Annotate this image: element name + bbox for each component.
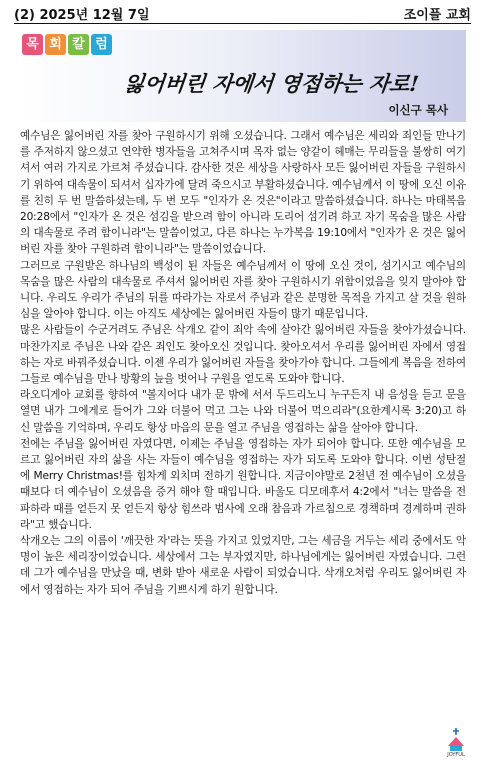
church-logo-icon <box>443 726 469 758</box>
badge-char: 목 <box>22 34 43 55</box>
body-paragraph: 전에는 주님을 잃어버린 자였다면, 이제는 주님을 영접하는 자가 되어야 합니다. 또한 예수님을 모르고 잃어버린 자의 삶을 사는 자들이 예수님을 영접하는 자가 되도록 도와야 합니다. 이번 성탄절에 Merry Christmas!를 힘차게 외치며 전하기 원합니다. 지금이야말로 2천년 전 예수님이 오셨을 때보다 더 예수님이 오셨음을 증거 해야 할 때입니다. 바울도 디모데후서 4:2에서 "너는 말씀을 전파하라 때를 얻든지 못 얻든지 항상 힘쓰라 범사에 오래 참음과 가르침으로 경책하며 경계하며 권하라"고 했습니다. <box>20 437 466 531</box>
badge-char: 회 <box>45 34 66 55</box>
badge-char: 럼 <box>91 34 112 55</box>
body-paragraph: 라오디게아 교회를 향하여 "볼지어다 내가 문 밖에 서서 두드리노니 누구든지 내 음성을 듣고 문을 열면 내가 그에게로 들어가 그와 더불어 먹고 그는 나와 더불어 먹으리라"(요한계시록 3:20)고 하신 말씀을 기억하며, 우리도 항상 마음의 문을 열고 주님을 영접하는 삶을 살아야 합니다. <box>20 389 466 434</box>
column-body <box>20 128 466 598</box>
column-banner <box>20 30 466 122</box>
issue-date: (2) 2025년 12월 7일 <box>14 8 150 23</box>
church-name: 조이플 교회 <box>403 8 471 23</box>
body-paragraph: 예수님은 잃어버린 자를 찾아 구원하시기 위해 오셨습니다. 그래서 예수님은 세리와 죄인들 만나기를 주저하지 않으셨고 연약한 병자들을 고쳐주시며 목자 없는 양같이 헤매는 무리들을 불쌍히 여기셔서 여러 가지로 가르쳐 주셨습니다. 감사한 것은 세상을 사랑하사 모든 잃어버린 자들을 구원하시기 위하여 대속물이 되셔서 십자가에 달려 죽으시고 부활하셨습니다. 예수님께서 이 땅에 오신 이유를 친히 두 번 말씀하셨는데, 두 번 모두 "인자가 온 것은"이라고 말씀하셨습니다. 하나는 마태복음 20:28에서 "인자가 온 것은 섬김을 받으려 함이 아니라 도리어 섬기려 하고 자기 목숨을 많은 사람의 대속물로 주려 함이니라"는 말씀이었고, 다른 하나는 누가복음 19:10에서 "인자가 온 것은 잃어버린 자를 찾아 구원하려 함이니라"는 말씀이었습니다. <box>20 130 466 256</box>
badge-char: 칼 <box>68 34 89 55</box>
page-header <box>14 4 471 22</box>
body-paragraph: 많은 사람들이 수군거려도 주님은 삭개오 같이 죄악 속에 살아간 잃어버린 자들을 찾아가셨습니다. 마찬가지로 주님은 나와 같은 죄인도 찾아오신 것입니다. 찾아오셔서 우리를 잃어버린 자에서 영접하는 자로 바꿔주셨습니다. 이젠 우리가 잃어버린 자들을 찾아가야 합니다. 그들에게 복음을 전하여 그들로 예수님을 만나 방황의 늪을 벗어나 구원을 얻도록 도와야 합니다. <box>20 324 466 386</box>
logo-text: JOYFUL <box>447 752 465 758</box>
body-paragraph: 삭개오는 그의 이름이 '깨끗한 자'라는 뜻을 가지고 있었지만, 그는 세금을 거두는 세리 중에서도 악명이 높은 세리장이었습니다. 세상에서 그는 부자였지만, 하나님에게는 잃어버린 자였습니다. 그런데 그가 예수님을 만났을 때, 변화 받아 새로운 사람이 되었습니다. 삭개오처럼 우리도 잃어버린 자에서 영접하는 자가 되어 주님을 기쁘시게 하기 원합니다. <box>20 535 466 596</box>
column-badge <box>22 34 114 55</box>
body-paragraph: 그러므로 구원받은 하나님의 백성이 된 자들은 예수님께서 이 땅에 오신 것이, 섬기시고 예수님의 목숨을 많은 사람의 대속물로 주셔서 잃어버린 자를 찾아 구원하시기 위함이었음을 잊지 말아야 합니다. 우리도 우리가 주님의 뒤를 따라가는 자로서 주님과 같은 분명한 목적을 가지고 살 것을 원하심을 알아야 합니다. 이는 아직도 세상에는 잃어버린 자들이 많기 때문입니다. <box>20 259 466 321</box>
header-divider <box>14 23 471 24</box>
column-author: 이신구 목사 <box>388 103 448 117</box>
column-title: 잃어버린 자에서 영접하는 자로! <box>122 71 421 96</box>
